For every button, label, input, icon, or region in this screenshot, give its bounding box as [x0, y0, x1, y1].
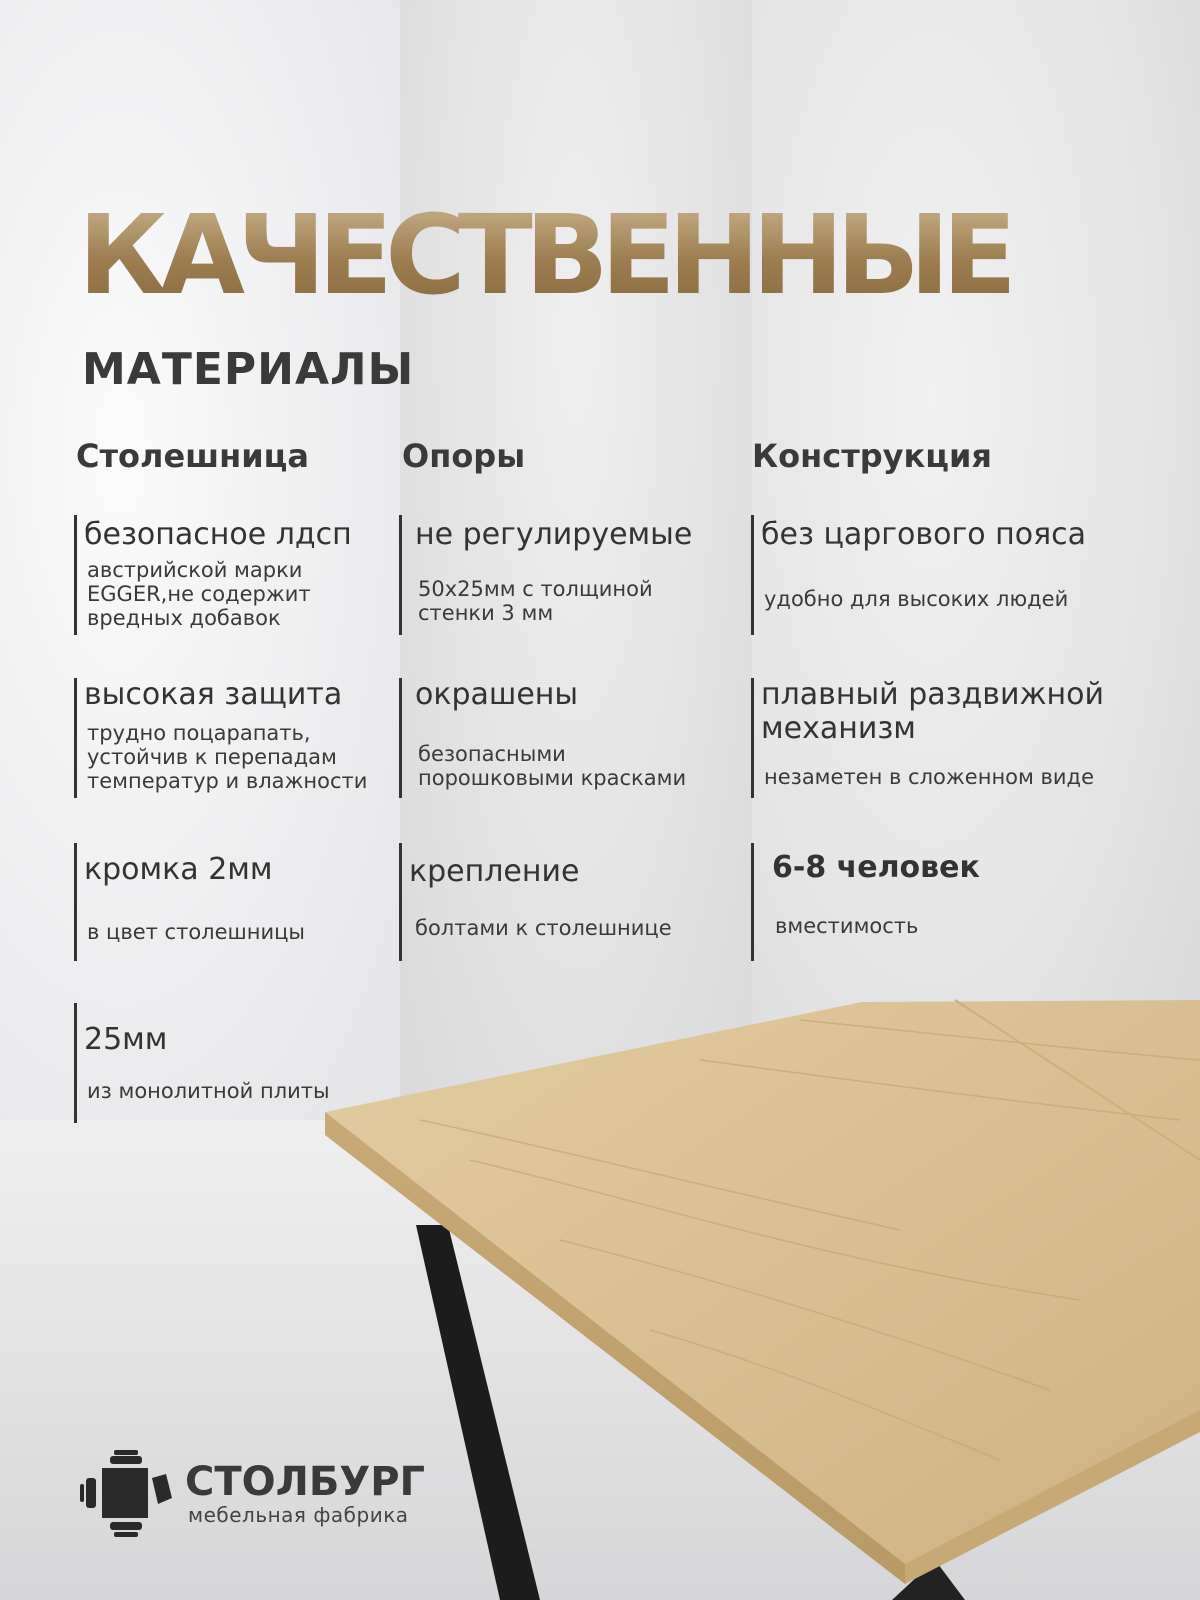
feature-desc: безопасными — [418, 742, 566, 766]
feature-desc: EGGER,не содержит — [87, 582, 311, 606]
column-heading-tabletop: Столешница — [76, 437, 309, 475]
feature-desc: порошковыми красками — [418, 766, 687, 790]
feature-desc: в цвет столешницы — [87, 920, 305, 944]
feature-safe-ldsp — [74, 515, 394, 635]
main-title: КАЧЕСТВЕННЫЕ — [78, 191, 1010, 319]
feature-desc: стенки 3 мм — [418, 601, 554, 625]
column-heading-construction: Конструкция — [752, 437, 992, 475]
feature-title: высокая защита — [84, 677, 343, 712]
feature-25mm — [74, 1003, 394, 1123]
feature-sliding-mechanism — [751, 678, 1171, 798]
feature-capacity — [751, 843, 1151, 961]
feature-desc: австрийской марки — [87, 558, 303, 582]
feature-edge-2mm — [74, 843, 394, 961]
feature-title: окрашены — [415, 677, 579, 712]
brand-logo — [80, 1450, 425, 1540]
feature-mounting — [399, 843, 739, 961]
feature-title: не регулируемые — [415, 517, 693, 552]
feature-desc: вредных добавок — [87, 606, 281, 630]
feature-title: 25мм — [84, 1022, 168, 1057]
feature-title: кромка 2мм — [84, 852, 273, 887]
feature-desc: удобно для высоких людей — [764, 587, 1069, 611]
sub-title: МАТЕРИАЛЫ — [82, 344, 415, 395]
column-heading-legs: Опоры — [402, 437, 526, 475]
feature-painted — [399, 678, 739, 798]
feature-desc: 50х25мм с толщиной — [418, 577, 653, 601]
feature-desc: болтами к столешнице — [415, 916, 672, 940]
feature-title: плавный раздвижной — [761, 677, 1104, 712]
feature-desc: вместимость — [775, 914, 919, 938]
feature-title: механизм — [761, 711, 916, 746]
feature-title: 6-8 человек — [772, 850, 980, 885]
feature-title: безопасное лдсп — [84, 517, 352, 552]
feature-desc: устойчив к перепадам — [87, 745, 337, 769]
stolburg-logo-icon — [80, 1450, 180, 1540]
feature-high-protection — [74, 678, 394, 798]
feature-no-apron — [751, 515, 1151, 635]
feature-title: без царгового пояса — [761, 517, 1086, 552]
brand-name: СТОЛБУРГ — [185, 1459, 425, 1505]
feature-title: крепление — [409, 854, 580, 889]
brand-tagline: мебельная фабрика — [188, 1503, 409, 1527]
feature-desc: температур и влажности — [87, 769, 368, 793]
feature-desc: трудно поцарапать, — [87, 721, 311, 745]
feature-desc: незаметен в сложенном виде — [764, 765, 1095, 789]
feature-desc: из монолитной плиты — [87, 1079, 330, 1103]
feature-not-adjustable — [399, 515, 739, 635]
